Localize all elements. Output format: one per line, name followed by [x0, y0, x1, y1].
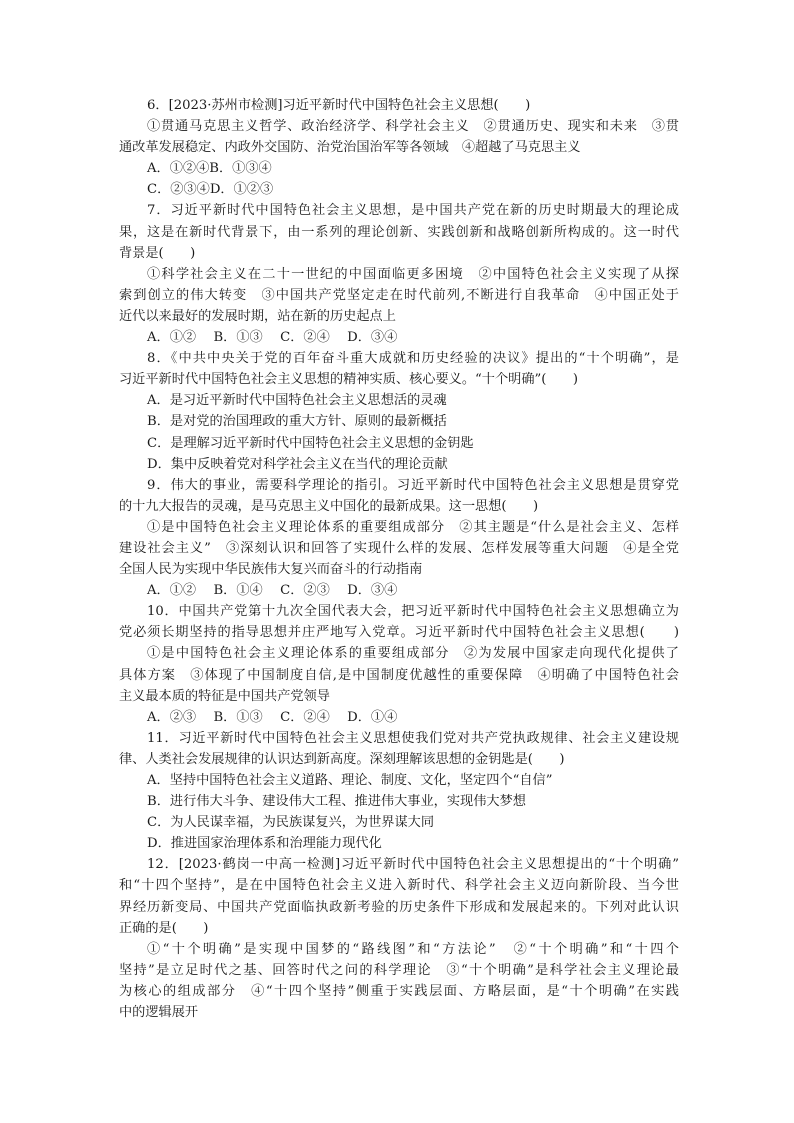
q8-stem: 8．《中共中央关于党的百年奋斗重大成就和历史经验的决议》提出的“十个明确”，是	[147, 351, 679, 367]
q8-choice-a: A．是习近平新时代中国特色社会主义思想活的灵魂	[147, 393, 447, 409]
q6-options-text: ①贯通马克思主义哲学、政治经济学、科学社会主义 ②贯通历史、现实和未来 ③贯	[147, 119, 679, 135]
q10-options-text: 主义最本质的特征是中国共产党领导	[119, 688, 330, 704]
q7-options-text: 索到创立的伟大转变 ③中国共产党坚定走在时代前列,不断进行自我革命 ④中国正处于	[119, 287, 679, 303]
q8-choice-c: C．是理解习近平新时代中国特色社会主义思想的金钥匙	[147, 435, 474, 451]
q9-options-text: 全国人民为实现中华民族伟大复兴而奋斗的行动指南	[119, 562, 423, 578]
q8-choice-b: B．是对党的治国理政的重大方针、原则的最新概括	[147, 414, 447, 430]
q9-options-text: 建设社会主义” ③深刻认识和回答了实现什么样的发展、怎样发展等重大问题 ④是全党	[119, 540, 679, 556]
q11-choice-b: B．进行伟大斗争、建设伟大工程、推进伟大事业，实现伟大梦想	[147, 794, 526, 810]
question-list	[119, 95, 679, 1023]
q10-stem: 党必须长期坚持的指导思想并庄严地写入党章。习近平新时代中国特色社会主义思想( )	[119, 625, 679, 641]
q7-options-text: 近代以来最好的发展时期，站在新的历史起点上	[119, 308, 396, 324]
q8-stem: 习近平新时代中国特色社会主义思想的精神实质、核心要义。“十个明确”( )	[119, 372, 578, 388]
q6-options-text: 通改革发展稳定、内政外交国防、治党治国治军等各领域 ④超越了马克思主义	[119, 140, 581, 156]
q10-options-text: 具体方案 ③体现了中国制度自信,是中国制度优越性的重要保障 ④明确了中国特色社会	[119, 667, 679, 683]
q12-options-text: 为核心的组成部分 ④“十四个坚持”侧重于实践层面、方略层面，是“十个明确”在实践	[119, 983, 679, 999]
q6-stem: 6．[2023·苏州市检测]习近平新时代中国特色社会主义思想( )	[147, 98, 531, 113]
q11-choice-c: C．为人民谋幸福，为民族谋复兴，为世界谋大同	[147, 815, 435, 831]
q6-choices: A．①②④B．①③④	[147, 161, 272, 177]
q12-stem: 和“十四个坚持”，是在中国特色社会主义进入新时代、科学社会主义迈向新阶段、当今世	[119, 878, 679, 894]
q12-stem: 12．[2023·鹤岗一中高一检测]习近平新时代中国特色社会主义思想提出的“十个明确”	[147, 857, 679, 873]
q9-stem: 9．伟大的事业，需要科学理论的指引。习近平新时代中国特色社会主义思想是贯穿党	[147, 477, 679, 493]
q7-stem: 背景是( )	[119, 245, 196, 261]
q11-stem: 11．习近平新时代中国特色社会主义思想使我们党对共产党执政规律、社会主义建设规	[147, 730, 679, 746]
q7-stem: 7．习近平新时代中国特色社会主义思想，是中国共产党在新的历史时期最大的理论成	[147, 203, 679, 219]
q6-choices: C．②③④D．①②③	[147, 182, 274, 198]
q11-choice-d: D．推进国家治理体系和治理能力现代化	[147, 836, 382, 852]
q7-options-text: ①科学社会主义在二十一世纪的中国面临更多困境 ②中国特色社会主义实现了从探	[147, 266, 679, 282]
q12-options-text: ①“十个明确”是实现中国梦的“路线图”和“方法论” ②“十个明确”和“十四个	[147, 941, 679, 957]
q12-stem: 界经历新变局、中国共产党面临执政新考验的历史条件下形成和发展起来的。下列对此认识	[119, 899, 679, 915]
q12-stem: 正确的是( )	[119, 920, 209, 936]
q11-choice-a: A．坚持中国特色社会主义道路、理论、制度、文化，坚定四个“自信”	[147, 773, 553, 788]
q9-choices: A．①② B．①④ C．②③ D．③④	[147, 583, 398, 599]
q7-choices: A．①② B．①③ C．②④ D．③④	[147, 330, 398, 346]
q9-stem: 的十九大报告的灵魂，是马克思主义中国化的最新成果。这一思想( )	[119, 498, 539, 514]
q12-options-text: 坚持”是立足时代之基、回答时代之问的科学理论 ③“十个明确”是科学社会主义理论最	[119, 962, 679, 978]
q12-options-text: 中的逻辑展开	[119, 1005, 199, 1021]
q9-options-text: ①是中国特色社会主义理论体系的重要组成部分 ②其主题是“什么是社会主义、怎样	[147, 519, 679, 535]
q8-choice-d: D．集中反映着党对科学社会主义在当代的理论贡献	[147, 456, 448, 472]
q10-stem: 10．中国共产党第十九次全国代表大会，把习近平新时代中国特色社会主义思想确立为	[147, 604, 679, 620]
q10-choices: A．②③ B．①③ C．②④ D．①④	[147, 709, 398, 725]
q7-stem: 果，这是在新时代背景下，由一系列的理论创新、实践创新和战略创新所构成的。这一时代	[119, 224, 679, 240]
q11-stem: 律、人类社会发展规律的认识达到新高度。深刻理解该思想的金钥匙是( )	[119, 751, 565, 767]
q10-options-text: ①是中国特色社会主义理论体系的重要组成部分 ②为发展中国家走向现代化提供了	[147, 646, 679, 662]
